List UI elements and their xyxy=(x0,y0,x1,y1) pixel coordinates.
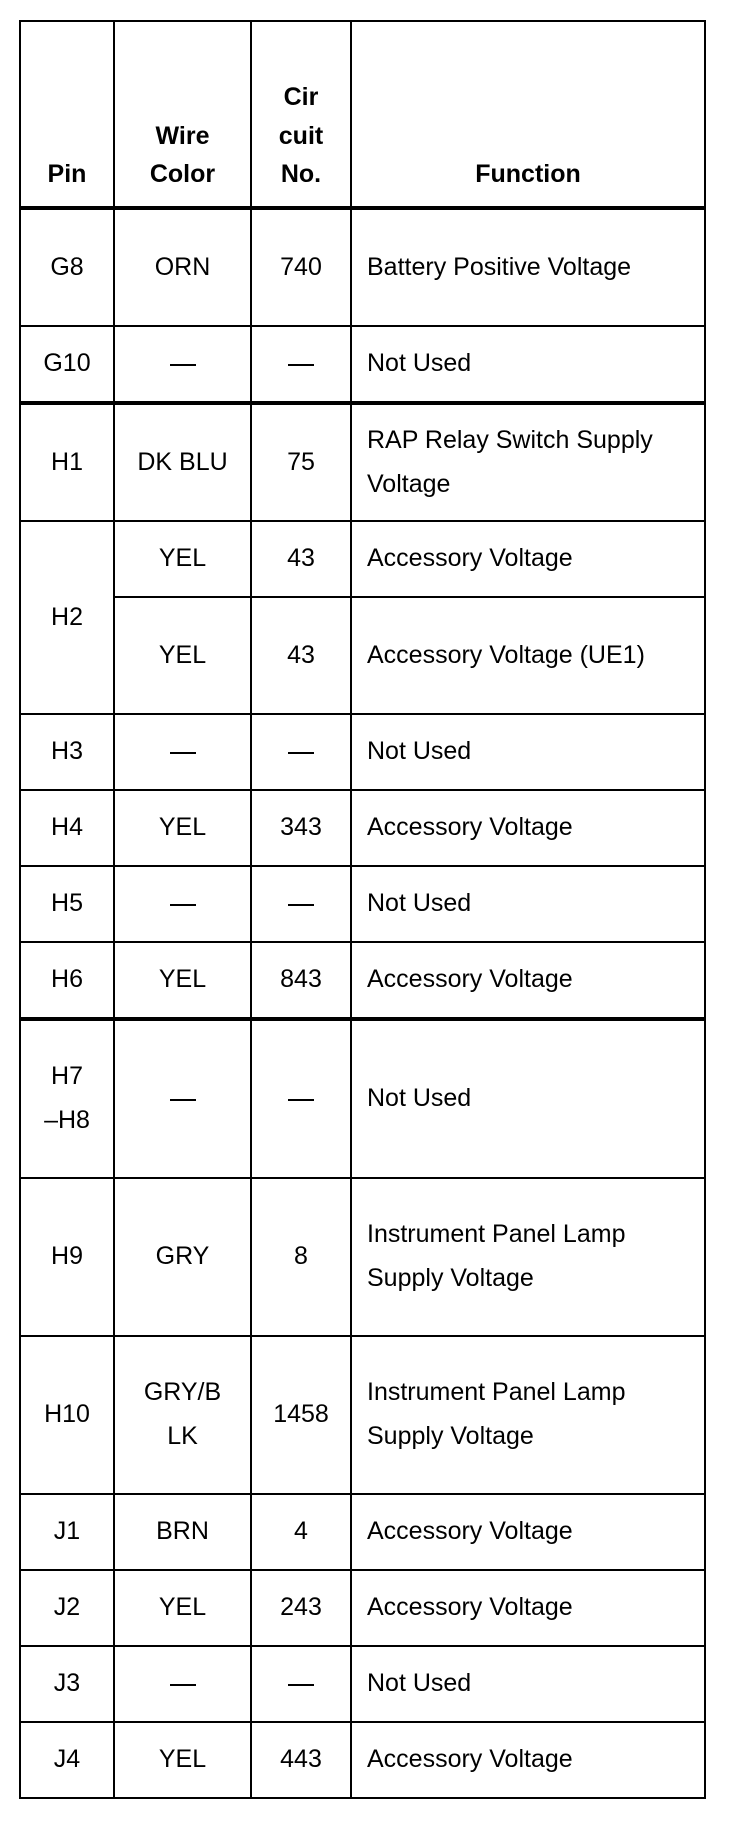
wire-color-cell: YEL xyxy=(114,1722,251,1798)
empty-dash xyxy=(170,1099,196,1101)
table-row xyxy=(20,1722,705,1798)
function-cell: Accessory Voltage xyxy=(351,1570,705,1646)
circuit-cell: 343 xyxy=(251,790,351,866)
empty-dash xyxy=(288,752,314,754)
wire-color-cell: YEL xyxy=(114,521,251,597)
table-row xyxy=(20,942,705,1019)
circuit-cell xyxy=(251,1646,351,1722)
wire-color-cell: YEL xyxy=(114,597,251,714)
pin-cell: H7 –H8 xyxy=(20,1019,114,1178)
pin-cell: J3 xyxy=(20,1646,114,1722)
function-cell: Accessory Voltage xyxy=(351,942,705,1019)
pin-cell: H5 xyxy=(20,866,114,942)
pin-cell: H9 xyxy=(20,1178,114,1336)
circuit-cell: 8 xyxy=(251,1178,351,1336)
table-row xyxy=(20,1019,705,1178)
circuit-cell: 43 xyxy=(251,521,351,597)
function-cell: Accessory Voltage xyxy=(351,1722,705,1798)
wire-color-cell: BRN xyxy=(114,1494,251,1570)
circuit-cell: 843 xyxy=(251,942,351,1019)
wire-color-cell: GRY/B LK xyxy=(114,1336,251,1494)
wire-color-cell xyxy=(114,866,251,942)
function-cell: Not Used xyxy=(351,326,705,403)
table-row xyxy=(20,790,705,866)
wire-color-cell xyxy=(114,1019,251,1178)
table-row xyxy=(20,1646,705,1722)
function-cell: Not Used xyxy=(351,866,705,942)
header-circuit-no: Cir cuit No. xyxy=(251,21,351,208)
header-wire-color: Wire Color xyxy=(114,21,251,208)
wire-color-cell: YEL xyxy=(114,790,251,866)
table-row xyxy=(20,597,705,714)
empty-dash xyxy=(288,1099,314,1101)
function-cell: Not Used xyxy=(351,714,705,790)
function-cell: Accessory Voltage xyxy=(351,1494,705,1570)
function-cell: Accessory Voltage xyxy=(351,790,705,866)
circuit-cell: 1458 xyxy=(251,1336,351,1494)
empty-dash xyxy=(170,904,196,906)
pin-cell: G8 xyxy=(20,208,114,326)
circuit-cell xyxy=(251,866,351,942)
circuit-cell: 740 xyxy=(251,208,351,326)
table-row xyxy=(20,403,705,521)
table-row xyxy=(20,1178,705,1336)
empty-dash xyxy=(170,752,196,754)
empty-dash xyxy=(170,364,196,366)
table-row xyxy=(20,1494,705,1570)
pin-cell: H3 xyxy=(20,714,114,790)
function-cell: RAP Relay Switch Supply Voltage xyxy=(351,403,705,521)
table-row xyxy=(20,521,705,597)
pin-cell: J2 xyxy=(20,1570,114,1646)
empty-dash xyxy=(170,1684,196,1686)
table-row xyxy=(20,714,705,790)
circuit-cell xyxy=(251,714,351,790)
function-cell: Instrument Panel Lamp Supply Voltage xyxy=(351,1336,705,1494)
empty-dash xyxy=(288,1684,314,1686)
header-pin: Pin xyxy=(20,21,114,208)
pin-cell: J1 xyxy=(20,1494,114,1570)
wire-color-cell: YEL xyxy=(114,1570,251,1646)
pin-cell: H2 xyxy=(20,521,114,714)
table-row xyxy=(20,1570,705,1646)
circuit-cell xyxy=(251,1019,351,1178)
function-cell: Accessory Voltage xyxy=(351,521,705,597)
table-row xyxy=(20,1336,705,1494)
function-cell: Not Used xyxy=(351,1646,705,1722)
function-cell: Instrument Panel Lamp Supply Voltage xyxy=(351,1178,705,1336)
header-row xyxy=(20,21,705,208)
empty-dash xyxy=(288,364,314,366)
empty-dash xyxy=(288,904,314,906)
wire-color-cell: ORN xyxy=(114,208,251,326)
circuit-cell: 243 xyxy=(251,1570,351,1646)
function-cell: Not Used xyxy=(351,1019,705,1178)
pin-cell: H10 xyxy=(20,1336,114,1494)
wire-color-cell: YEL xyxy=(114,942,251,1019)
function-cell: Accessory Voltage (UE1) xyxy=(351,597,705,714)
pin-cell: H6 xyxy=(20,942,114,1019)
function-cell: Battery Positive Voltage xyxy=(351,208,705,326)
table-row xyxy=(20,326,705,403)
wire-color-cell: GRY xyxy=(114,1178,251,1336)
pin-cell: H4 xyxy=(20,790,114,866)
header-function: Function xyxy=(351,21,705,208)
pin-cell: H1 xyxy=(20,403,114,521)
circuit-cell: 443 xyxy=(251,1722,351,1798)
circuit-cell: 75 xyxy=(251,403,351,521)
wire-color-cell xyxy=(114,1646,251,1722)
circuit-cell: 4 xyxy=(251,1494,351,1570)
wire-color-cell: DK BLU xyxy=(114,403,251,521)
pin-cell: J4 xyxy=(20,1722,114,1798)
circuit-cell xyxy=(251,326,351,403)
wire-color-cell xyxy=(114,326,251,403)
table-row xyxy=(20,208,705,326)
wire-color-cell xyxy=(114,714,251,790)
pinout-table xyxy=(19,20,706,1799)
table-row xyxy=(20,866,705,942)
circuit-cell: 43 xyxy=(251,597,351,714)
pin-cell: G10 xyxy=(20,326,114,403)
